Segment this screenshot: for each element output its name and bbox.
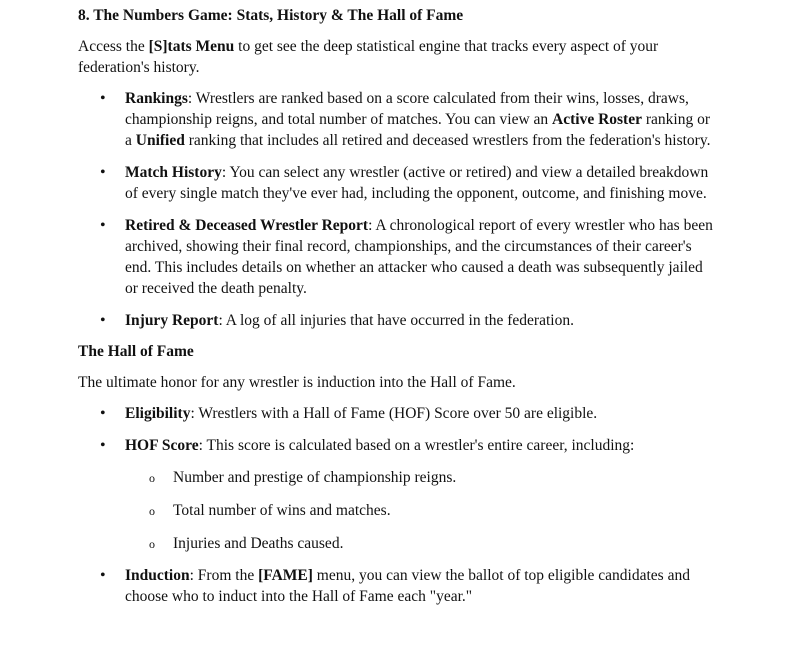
induction-text-b: menu, you can view the ballot of top eligible candidates and choose who to induct into the Hall of Fame each "year.": [125, 567, 690, 605]
list-item-injury-report: [78, 310, 718, 331]
term-retired-report: Retired & Deceased Wrestler Report: [125, 217, 369, 234]
term-match-history: Match History: [125, 164, 222, 181]
rankings-text-a: : Wrestlers are ranked based on a score calculated from their wins, losses, draws, championship reigns, and total number of matches. You can view an: [125, 90, 689, 128]
eligibility-text: : Wrestlers with a Hall of Fame (HOF) Score over 50 are eligible.: [190, 405, 598, 422]
stats-menu-label: [S]tats Menu: [148, 38, 235, 55]
list-item-rankings: [78, 88, 718, 151]
list-item-retired-report: [78, 215, 718, 299]
intro-text-pre: Access the: [78, 38, 149, 55]
match-history-text: : You can select any wrestler (active or retired) and view a detailed breakdown of every single match they've ever had, including the opponent, outcome, and finishing move.: [125, 164, 709, 202]
term-hof-score: HOF Score: [125, 437, 199, 454]
fame-menu-label: [FAME]: [258, 567, 313, 584]
term-induction: Induction: [125, 567, 190, 584]
hof-score-factors: [125, 467, 718, 554]
unified-label: Unified: [135, 132, 185, 149]
section-title: 8. The Numbers Game: Stats, History & The Hall of Fame: [78, 7, 464, 24]
hof-list: [78, 403, 718, 607]
intro-paragraph: [78, 36, 718, 78]
term-eligibility: Eligibility: [125, 405, 191, 422]
active-roster-label: Active Roster: [552, 111, 642, 128]
sub-item-injuries-deaths: o Injuries and Deaths caused.: [125, 533, 718, 554]
rankings-text-b: ranking or a: [125, 111, 710, 149]
hof-heading: The Hall of Fame: [78, 343, 194, 360]
injury-report-text: : A log of all injuries that have occurred in the federation.: [218, 312, 574, 329]
list-item-match-history: [78, 162, 718, 204]
induction-text-a: : From the: [189, 567, 259, 584]
hof-score-text: : This score is calculated based on a wrestler's entire career, including:: [198, 437, 635, 454]
rankings-text-c: ranking that includes all retired and deceased wrestlers from the federation's history.: [184, 132, 711, 149]
term-injury-report: Injury Report: [125, 312, 219, 329]
intro-text-post: to get see the deep statistical engine that tracks every aspect of your federation's history.: [78, 38, 659, 76]
sub-item-wins-matches: o Total number of wins and matches.: [125, 500, 718, 521]
retired-report-text: : A chronological report of every wrestler who has been archived, showing their final record, championships, and the circumstances of their career's end. This includes details on whether an attacker who caused a death was subsequently jailed or received the death penalty.: [125, 217, 713, 297]
term-rankings: Rankings: [125, 90, 188, 107]
stats-features-list: [78, 88, 718, 331]
hof-intro: The ultimate honor for any wrestler is induction into the Hall of Fame.: [78, 374, 516, 391]
list-item-induction: [78, 565, 718, 607]
sub-item-championships: o Number and prestige of championship reigns.: [125, 467, 718, 488]
list-item-hof-score: [78, 435, 718, 554]
list-item-eligibility: [78, 403, 718, 424]
